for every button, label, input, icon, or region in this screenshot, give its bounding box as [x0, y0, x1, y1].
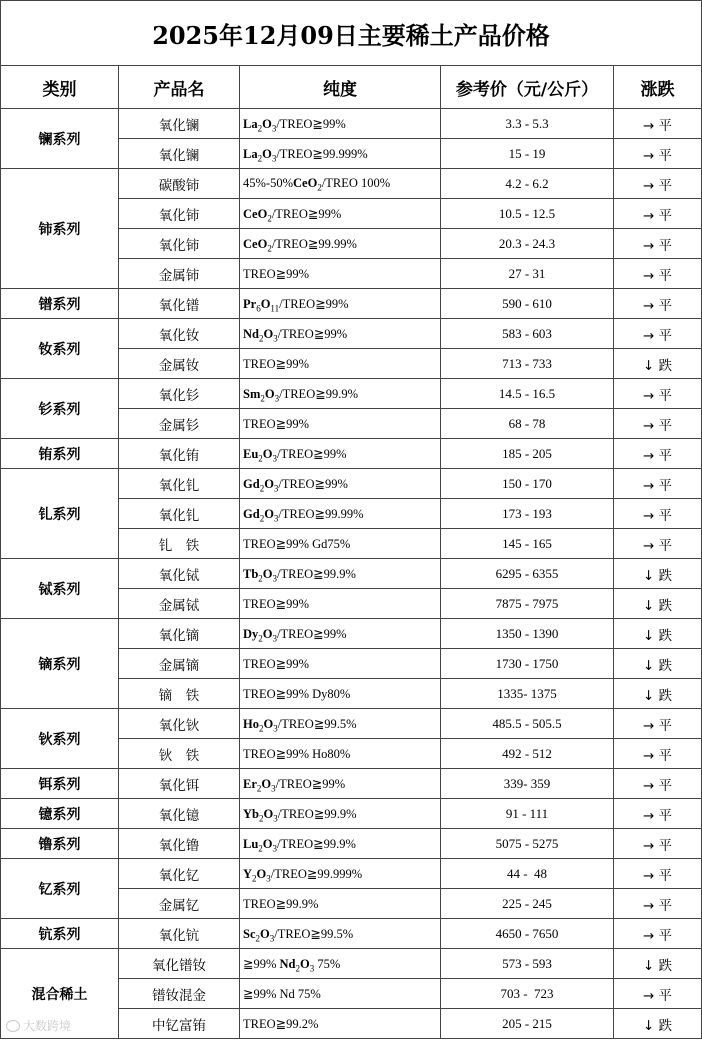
price-cell: 339- 359 [441, 769, 614, 799]
header-price: 参考价（元/公斤） [441, 66, 614, 109]
product-cell: 钆 铁 [119, 529, 240, 559]
formula-subscript: 2 [257, 123, 263, 133]
formula-subscript: 3 [272, 573, 278, 583]
header-category: 类别 [1, 66, 119, 109]
purity-text: /TREO≧99.9% [277, 566, 356, 581]
formula-subscript: 3 [273, 483, 279, 493]
formula-subscript: 2 [260, 393, 265, 403]
price-cell: 7875 - 7975 [441, 589, 614, 619]
purity-text: /TREO≧99.999% [270, 866, 363, 881]
category-cell: 镥系列 [1, 829, 119, 859]
trend-cell: → 平 [614, 919, 702, 949]
formula-subscript: 2 [258, 723, 264, 733]
table-row [1, 109, 702, 139]
product-cell: 氧化铈 [119, 199, 240, 229]
price-cell: 492 - 512 [441, 739, 614, 769]
category-cell: 钐系列 [1, 379, 119, 439]
formula-subscript: 3 [272, 633, 278, 643]
purity-text: /TREO≧99.99% [278, 506, 364, 521]
page-title: 2025年12月09日主要稀土产品价格 [1, 1, 702, 66]
trend-cell: → 平 [614, 409, 702, 439]
watermark-text: 大数跨境 [23, 1019, 72, 1033]
product-cell: 氧化钬 [119, 709, 240, 739]
formula-subscript: 2 [256, 783, 262, 793]
formula-element: O [256, 866, 267, 881]
formula-element: Gd [243, 506, 260, 521]
price-cell: 150 - 170 [441, 469, 614, 499]
product-cell: 氧化镨钕 [119, 949, 240, 979]
trend-cell: → 平 [614, 859, 702, 889]
table-row [1, 829, 702, 859]
purity-cell [240, 559, 441, 589]
trend-cell: ↓ 跌 [614, 559, 702, 589]
table-row [1, 439, 702, 469]
formula-element: O [262, 146, 272, 161]
formula-subscript: 3 [274, 393, 280, 403]
formula-element: O [300, 956, 310, 971]
purity-cell [240, 229, 441, 259]
trend-cell: → 平 [614, 199, 702, 229]
price-cell: 27 - 31 [441, 259, 614, 289]
trend-cell: → 平 [614, 979, 702, 1009]
trend-cell: → 平 [614, 229, 702, 259]
purity-text: TREO≧99% Ho80% [243, 746, 351, 761]
formula-element: Sm [243, 386, 261, 401]
price-cell: 590 - 610 [441, 289, 614, 319]
trend-cell: ↓ 跌 [614, 649, 702, 679]
price-cell: 4.2 - 6.2 [441, 169, 614, 199]
formula-subscript: 2 [258, 813, 264, 823]
trend-cell: → 平 [614, 709, 702, 739]
product-cell: 氧化镧 [119, 139, 240, 169]
purity-cell [240, 379, 441, 409]
purity-cell [240, 859, 441, 889]
price-cell: 583 - 603 [441, 319, 614, 349]
formula-element: Nd [279, 956, 296, 971]
formula-element: O [263, 806, 274, 821]
formula-element: Pr [243, 296, 257, 311]
header-trend: 涨跌 [614, 66, 702, 109]
purity-cell [240, 799, 441, 829]
formula-element: O [262, 116, 272, 131]
purity-cell [240, 829, 441, 859]
table-row [1, 919, 702, 949]
product-cell: 金属钇 [119, 889, 240, 919]
purity-text: /TREO≧99% [278, 476, 348, 491]
purity-text: /TREO≧99% [271, 206, 342, 221]
trend-cell: → 平 [614, 439, 702, 469]
price-cell: 1350 - 1390 [441, 619, 614, 649]
price-cell: 3.3 - 5.3 [441, 109, 614, 139]
product-cell: 氧化铕 [119, 439, 240, 469]
formula-element: Dy [243, 626, 259, 641]
product-cell: 氧化钐 [119, 379, 240, 409]
product-cell: 金属铽 [119, 589, 240, 619]
table-row [1, 619, 702, 649]
product-cell: 氧化镨 [119, 289, 240, 319]
formula-element: O [262, 836, 273, 851]
purity-text: TREO≧99.2% [243, 1016, 319, 1031]
category-cell: 铕系列 [1, 439, 119, 469]
price-cell: 1730 - 1750 [441, 649, 614, 679]
formula-subscript: 2 [259, 513, 265, 523]
formula-subscript: 2 [258, 453, 263, 463]
formula-element: O [263, 716, 274, 731]
purity-text: TREO≧99% [243, 266, 310, 281]
category-cell: 钇系列 [1, 859, 119, 919]
price-cell: 145 - 165 [441, 529, 614, 559]
formula-subscript: 11 [270, 303, 280, 313]
formula-element: Yb [243, 806, 259, 821]
formula-element: O [262, 446, 273, 461]
formula-subscript: 2 [258, 633, 263, 643]
category-cell: 钕系列 [1, 319, 119, 379]
purity-cell [240, 469, 441, 499]
trend-cell: → 平 [614, 739, 702, 769]
purity-cell [240, 949, 441, 979]
product-cell: 氧化镱 [119, 799, 240, 829]
table-row [1, 379, 702, 409]
table-row [1, 709, 702, 739]
table-row [1, 289, 702, 319]
product-cell: 金属钕 [119, 349, 240, 379]
formula-element: O [264, 506, 274, 521]
formula-subscript: 2 [267, 213, 272, 223]
formula-subscript: 2 [258, 333, 264, 343]
category-cell: 镱系列 [1, 799, 119, 829]
table-row [1, 949, 702, 979]
purity-cell [240, 499, 441, 529]
formula-subscript: 2 [255, 933, 260, 943]
trend-cell: ↓ 跌 [614, 1009, 702, 1039]
formula-subscript: 3 [273, 723, 278, 733]
purity-cell [240, 739, 441, 769]
purity-cell [240, 169, 441, 199]
purity-text: /TREO≧99.99% [271, 236, 357, 251]
watermark [6, 1017, 71, 1034]
price-cell: 10.5 - 12.5 [441, 199, 614, 229]
purity-text: TREO≧99% [243, 356, 310, 371]
price-cell: 1335- 1375 [441, 679, 614, 709]
trend-cell: ↓ 跌 [614, 949, 702, 979]
formula-element: O [261, 776, 272, 791]
purity-text: /TREO≧99.9% [279, 386, 358, 401]
category-cell: 混合稀土 [1, 949, 119, 1039]
price-cell: 68 - 78 [441, 409, 614, 439]
price-cell: 6295 - 6355 [441, 559, 614, 589]
product-cell: 氧化铒 [119, 769, 240, 799]
category-cell: 钆系列 [1, 469, 119, 559]
product-cell: 氧化钕 [119, 319, 240, 349]
formula-subscript: 6 [256, 303, 261, 313]
purity-cell [240, 439, 441, 469]
product-cell: 镝 铁 [119, 679, 240, 709]
product-cell: 氧化钪 [119, 919, 240, 949]
category-cell: 镨系列 [1, 289, 119, 319]
purity-cell [240, 259, 441, 289]
formula-subscript: 3 [273, 333, 278, 343]
price-cell: 91 - 111 [441, 799, 614, 829]
formula-subscript: 2 [258, 573, 263, 583]
price-cell: 4650 - 7650 [441, 919, 614, 949]
purity-text: TREO≧99% [243, 416, 310, 431]
formula-subscript: 3 [273, 813, 278, 823]
purity-cell [240, 619, 441, 649]
price-cell: 573 - 593 [441, 949, 614, 979]
purity-cell [240, 529, 441, 559]
purity-cell [240, 649, 441, 679]
formula-element: O [260, 926, 270, 941]
table-row [1, 799, 702, 829]
category-cell: 钬系列 [1, 709, 119, 769]
formula-subscript: 2 [257, 153, 263, 163]
formula-subscript: 3 [273, 513, 279, 523]
purity-text: TREO≧99.9% [243, 896, 319, 911]
purity-text: /TREO≧99% [276, 116, 346, 131]
purity-cell [240, 769, 441, 799]
table-body [1, 109, 702, 1039]
trend-cell: → 平 [614, 799, 702, 829]
category-cell: 铈系列 [1, 169, 119, 289]
formula-subscript: 3 [271, 783, 276, 793]
product-cell: 氧化钆 [119, 469, 240, 499]
formula-element: Sc [243, 926, 256, 941]
price-cell: 485.5 - 505.5 [441, 709, 614, 739]
formula-subscript: 3 [269, 933, 275, 943]
purity-text: TREO≧99% [243, 656, 310, 671]
formula-subscript: 2 [267, 243, 272, 253]
product-cell: 氧化镥 [119, 829, 240, 859]
purity-text: /TREO≧99% [277, 326, 348, 341]
purity-text: TREO≧99% [243, 596, 310, 611]
price-cell: 5075 - 5275 [441, 829, 614, 859]
header-product: 产品名 [119, 66, 240, 109]
formula-element: O [264, 386, 275, 401]
purity-cell [240, 919, 441, 949]
table-row [1, 169, 702, 199]
formula-element: Eu [243, 446, 259, 461]
purity-cell [240, 409, 441, 439]
price-cell: 20.3 - 24.3 [441, 229, 614, 259]
purity-cell [240, 319, 441, 349]
product-cell: 金属钐 [119, 409, 240, 439]
category-cell: 铽系列 [1, 559, 119, 619]
price-cell: 14.5 - 16.5 [441, 379, 614, 409]
product-cell: 氧化铈 [119, 229, 240, 259]
purity-text: ≧99% Nd 75% [243, 986, 321, 1001]
product-cell: 中钇富铕 [119, 1009, 240, 1039]
purity-text: /TREO≧99% [277, 446, 347, 461]
purity-text: /TREO≧99.5% [274, 926, 354, 941]
formula-element: Y [243, 866, 253, 881]
product-cell: 镨钕混金 [119, 979, 240, 1009]
formula-subscript: 3 [272, 453, 278, 463]
price-cell: 44 - 48 [441, 859, 614, 889]
category-cell: 铒系列 [1, 769, 119, 799]
formula-subscript: 3 [272, 843, 278, 853]
purity-cell [240, 349, 441, 379]
trend-cell: → 平 [614, 169, 702, 199]
formula-element: CeO [243, 236, 268, 251]
formula-element: Lu [243, 836, 259, 851]
header-row [1, 66, 702, 109]
formula-element: Er [243, 776, 257, 791]
formula-element: O [263, 326, 274, 341]
product-cell: 氧化钇 [119, 859, 240, 889]
purity-text: /TREO≧99% [279, 296, 349, 311]
category-cell: 钪系列 [1, 919, 119, 949]
formula-subscript: 3 [266, 873, 271, 883]
trend-cell: → 平 [614, 319, 702, 349]
purity-text: /TREO≧99.999% [276, 146, 368, 161]
formula-subscript: 3 [271, 123, 277, 133]
formula-subscript: 3 [271, 153, 277, 163]
trend-cell: → 平 [614, 529, 702, 559]
price-cell: 703 - 723 [441, 979, 614, 1009]
trend-cell: → 平 [614, 259, 702, 289]
formula-element: O [260, 296, 271, 311]
trend-cell: ↓ 跌 [614, 589, 702, 619]
price-cell: 713 - 733 [441, 349, 614, 379]
table-row [1, 769, 702, 799]
purity-cell [240, 589, 441, 619]
trend-cell: → 平 [614, 139, 702, 169]
price-cell: 225 - 245 [441, 889, 614, 919]
formula-subscript: 3 [309, 963, 315, 973]
purity-cell [240, 979, 441, 1009]
price-cell: 173 - 193 [441, 499, 614, 529]
purity-text: /TREO≧99.9% [277, 836, 356, 851]
trend-cell: → 平 [614, 379, 702, 409]
trend-cell: → 平 [614, 289, 702, 319]
formula-element: Ho [243, 716, 259, 731]
formula-element: Tb [243, 566, 259, 581]
trend-cell: ↓ 跌 [614, 679, 702, 709]
formula-element: O [262, 566, 273, 581]
table-row [1, 559, 702, 589]
purity-cell [240, 109, 441, 139]
formula-element: Gd [243, 476, 260, 491]
product-cell: 金属铈 [119, 259, 240, 289]
formula-subscript: 2 [252, 873, 257, 883]
product-cell: 氧化镝 [119, 619, 240, 649]
watermark-logo-icon [6, 1020, 20, 1032]
trend-cell: → 平 [614, 829, 702, 859]
trend-cell: ↓ 跌 [614, 349, 702, 379]
trend-cell: → 平 [614, 109, 702, 139]
price-cell: 15 - 19 [441, 139, 614, 169]
formula-element: CeO [293, 176, 318, 190]
purity-cell [240, 679, 441, 709]
product-cell: 氧化钆 [119, 499, 240, 529]
purity-text: TREO≧99% Gd75% [243, 536, 351, 551]
purity-text: /TREO≧99% [275, 776, 346, 791]
purity-cell [240, 289, 441, 319]
product-cell: 氧化镧 [119, 109, 240, 139]
formula-subscript: 2 [259, 483, 265, 493]
purity-text: TREO≧99% Dy80% [243, 686, 351, 701]
trend-cell: ↓ 跌 [614, 619, 702, 649]
purity-cell [240, 889, 441, 919]
purity-text: /TREO≧99% [277, 626, 347, 641]
product-cell: 碳酸铈 [119, 169, 240, 199]
purity-text: 45%-50% [243, 176, 293, 190]
purity-text: /TREO 100% [321, 176, 391, 190]
purity-cell [240, 709, 441, 739]
price-cell: 205 - 215 [441, 1009, 614, 1039]
formula-subscript: 2 [258, 843, 263, 853]
formula-subscript: 2 [295, 963, 300, 973]
price-cell: 185 - 205 [441, 439, 614, 469]
product-cell: 金属镝 [119, 649, 240, 679]
trend-cell: → 平 [614, 889, 702, 919]
header-purity: 纯度 [240, 66, 441, 109]
product-cell: 氧化铽 [119, 559, 240, 589]
formula-element: Nd [243, 326, 259, 341]
formula-element: La [243, 116, 258, 131]
formula-element: CeO [243, 206, 268, 221]
table-row [1, 469, 702, 499]
table-row [1, 859, 702, 889]
table-row [1, 319, 702, 349]
purity-text: 75% [314, 956, 341, 971]
product-cell: 钬 铁 [119, 739, 240, 769]
purity-text: /TREO≧99.5% [277, 716, 357, 731]
trend-cell: → 平 [614, 769, 702, 799]
formula-element: La [243, 146, 258, 161]
purity-cell [240, 139, 441, 169]
trend-cell: → 平 [614, 469, 702, 499]
formula-element: O [264, 476, 274, 491]
purity-text: ≧99% [243, 956, 280, 971]
category-cell: 镧系列 [1, 109, 119, 169]
trend-cell: → 平 [614, 499, 702, 529]
formula-element: O [262, 626, 273, 641]
purity-cell [240, 199, 441, 229]
purity-cell [240, 1009, 441, 1039]
formula-subscript: 2 [317, 182, 322, 193]
purity-text: /TREO≧99.9% [277, 806, 357, 821]
category-cell: 镝系列 [1, 619, 119, 709]
